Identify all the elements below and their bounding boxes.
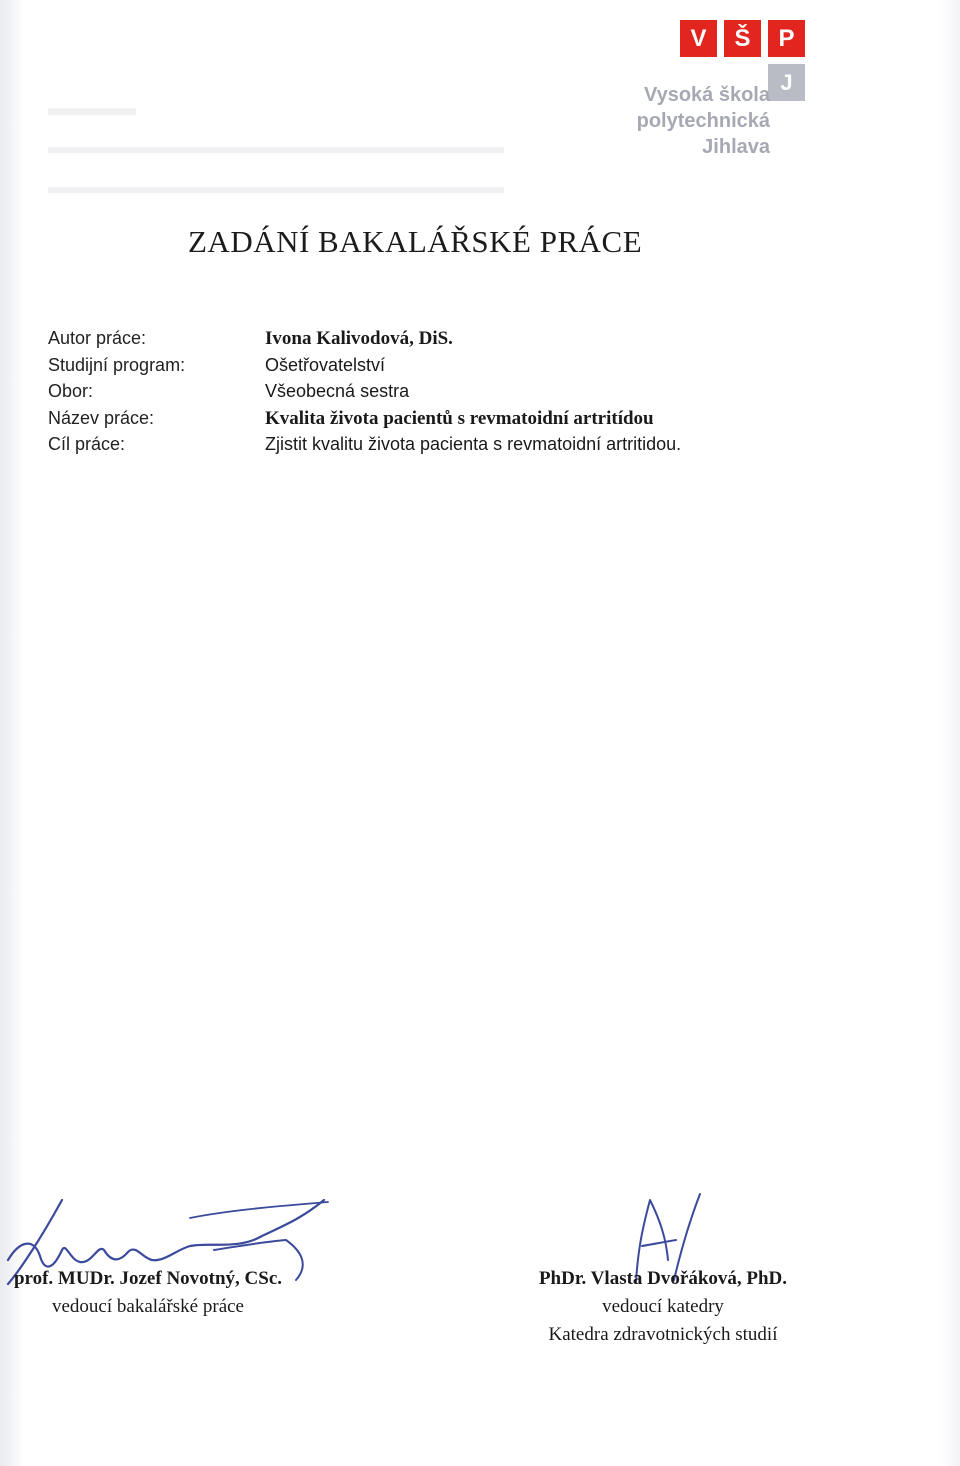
logo-text-line-1: Vysoká škola xyxy=(643,84,770,106)
logo-letter-j: J xyxy=(768,64,805,101)
field-label: Obor: xyxy=(48,381,94,401)
field-label: Autor práce: xyxy=(48,328,147,348)
field-value: Kvalita života pacientů s revmatoidní artritídou xyxy=(265,407,654,429)
logo-text-line-3: Jihlava xyxy=(702,136,770,158)
head-of-department-role: vedoucí katedry xyxy=(602,1296,724,1317)
logo-letter-s: Š xyxy=(724,20,761,57)
logo-text-line-2: polytechnická xyxy=(636,110,770,132)
supervisor-block xyxy=(10,1268,286,1324)
document-title: ZADÁNÍ BAKALÁŘSKÉ PRÁCE xyxy=(188,224,643,259)
supervisor-role: vedoucí bakalářské práce xyxy=(51,1296,244,1317)
field-label: Cíl práce: xyxy=(48,434,126,454)
supervisor-name: prof. MUDr. Jozef Novotný, CSc. xyxy=(13,1268,283,1289)
vspj-logo xyxy=(618,20,808,170)
field-label: Název práce: xyxy=(48,407,155,428)
field-value: Ošetřovatelství xyxy=(265,354,386,375)
logo-letter-p: P xyxy=(768,20,805,57)
head-of-department-name: PhDr. Vlasta Dvořáková, PhD. xyxy=(538,1268,788,1289)
field-value: Všeobecná sestra xyxy=(265,381,410,401)
logo-letter-v: V xyxy=(680,20,717,57)
bleed-through-texture: ▬▬▬▬ ▬▬▬▬▬▬▬▬▬▬▬▬▬▬▬▬▬▬▬▬▬▬▬▬ ▬▬▬▬▬▬▬▬▬▬▬▬▬▬▬▬▬▬▬▬▬▬▬▬ xyxy=(48,95,504,198)
head-of-department-block xyxy=(520,1268,806,1352)
field-value: Zjistit kvalitu života pacienta s revmatoidní artritidou. xyxy=(265,434,682,454)
department-name: Katedra zdravotnických studií xyxy=(548,1324,778,1345)
field-value: Ivona Kalivodová, DiS. xyxy=(265,328,453,349)
field-label: Studijní program: xyxy=(48,354,186,375)
